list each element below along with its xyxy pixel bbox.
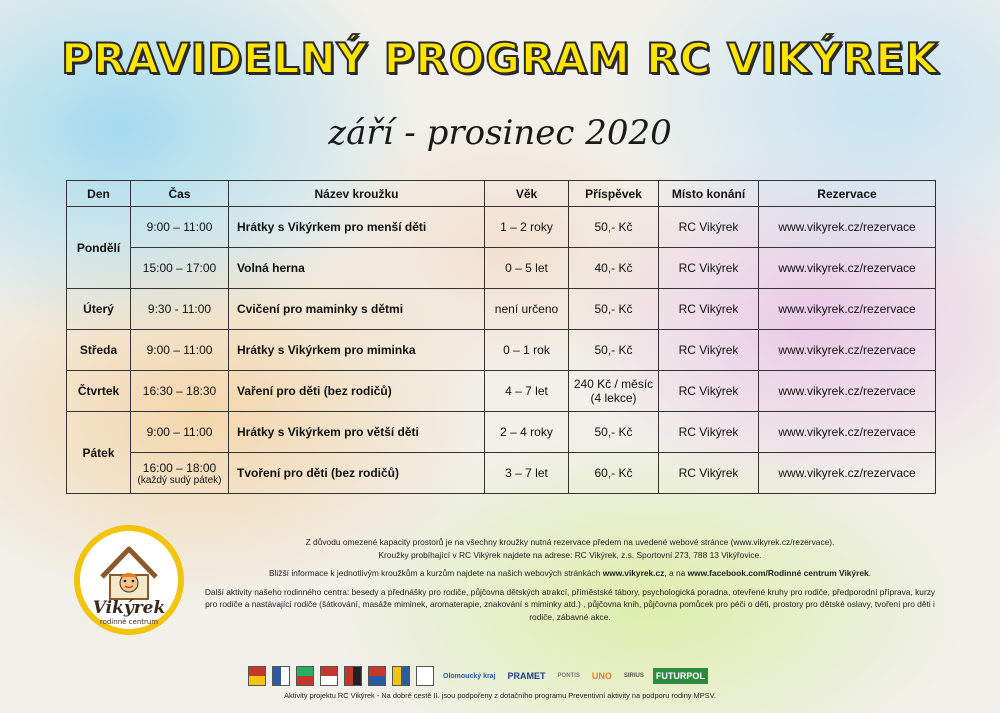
age-cell: 3 – 7 let <box>485 453 569 494</box>
table-row <box>67 248 936 289</box>
header-time: Čas <box>131 181 229 207</box>
name-cell: Hrátky s Vikýrkem pro menší děti <box>229 207 485 248</box>
day-cell: Čtvrtek <box>67 371 131 412</box>
day-cell: Středa <box>67 330 131 371</box>
coat-of-arms-icon <box>344 666 362 686</box>
partner-olomoucky-kraj: Olomoucký kraj <box>443 672 496 680</box>
partner-uno: UNO <box>591 671 612 681</box>
fee-cell: 50,- Kč <box>569 330 659 371</box>
vikyrek-logo <box>74 525 184 635</box>
info-reservation-note: Z důvodu omezené kapacity prostorů je na všechny kroužky nutná rezervace předem na uvedené webové stránce (www.vikyrek.cz/rezervace). <box>305 537 835 547</box>
age-cell: 1 – 2 roky <box>485 207 569 248</box>
header-place: Místo konání <box>659 181 759 207</box>
partner-pramet: PRAMET <box>507 671 546 681</box>
age-cell: 2 – 4 roky <box>485 412 569 453</box>
info-more-end: . <box>868 568 871 578</box>
table-row <box>67 207 936 248</box>
schedule-table <box>66 180 936 494</box>
place-cell: RC Vikýrek <box>659 371 759 412</box>
time-value: 16:00 – 18:00 <box>142 460 217 475</box>
time-cell <box>131 453 229 494</box>
header-name: Název kroužku <box>229 181 485 207</box>
table-row <box>67 453 936 494</box>
coat-of-arms-icon <box>296 666 314 686</box>
fee-cell <box>569 371 659 412</box>
website-link[interactable]: www.vikyrek.cz <box>602 568 665 578</box>
fee-cell: 50,- Kč <box>569 289 659 330</box>
partner-sirius: SIRIUS <box>623 673 644 679</box>
header-fee: Příspěvek <box>569 181 659 207</box>
table-row <box>67 289 936 330</box>
reservation-link[interactable]: www.vikyrek.cz/rezervace <box>759 453 936 494</box>
page-title: PRAVIDELNÝ PROGRAM RC VIKÝREK <box>61 34 939 83</box>
facebook-link[interactable]: www.facebook.com/Rodinné centrum Vikýrek <box>687 568 869 578</box>
fee-cell: 50,- Kč <box>569 207 659 248</box>
header-age: Věk <box>485 181 569 207</box>
day-cell: Pátek <box>67 412 131 494</box>
reservation-link[interactable]: www.vikyrek.cz/rezervace <box>759 207 936 248</box>
partner-pontis: PONTIS <box>557 673 580 679</box>
table-row <box>67 371 936 412</box>
reservation-link[interactable]: www.vikyrek.cz/rezervace <box>759 330 936 371</box>
place-cell: RC Vikýrek <box>659 248 759 289</box>
name-cell: Cvičení pro maminky s dětmi <box>229 289 485 330</box>
fee-value: 240 Kč / měsíc <box>573 377 654 391</box>
day-cell: Pondělí <box>67 207 131 289</box>
reservation-link[interactable]: www.vikyrek.cz/rezervace <box>759 371 936 412</box>
coat-of-arms-icon <box>272 666 290 686</box>
coat-of-arms-icon <box>392 666 410 686</box>
time-note: (každý sudý pátek) <box>137 474 222 486</box>
info-more <box>200 567 940 580</box>
logo-tagline: rodinné centrum <box>99 618 159 626</box>
partner-logos <box>248 665 708 687</box>
logo-name: Vikýrek <box>92 598 166 618</box>
name-cell: Tvoření pro děti (bez rodičů) <box>229 453 485 494</box>
age-cell: není určeno <box>485 289 569 330</box>
place-cell: RC Vikýrek <box>659 207 759 248</box>
info-address: Kroužky probíhající v RC Vikýrek najdete na adrese: RC Vikýrek, z.s. Sportovní 273, 788 13 Vikýřovice. <box>378 549 762 560</box>
info-block <box>200 536 940 623</box>
name-cell: Vaření pro děti (bez rodičů) <box>229 371 485 412</box>
fee-cell: 40,- Kč <box>569 248 659 289</box>
table-header-row <box>67 181 936 207</box>
coat-of-arms-icon <box>320 666 338 686</box>
place-cell: RC Vikýrek <box>659 289 759 330</box>
footer-note: Aktivity projektu RC Vikýrek - Na dobré cestě II. jsou podpořeny z dotačního programu Preventivní aktivity na podporu rodiny MPSV. <box>284 691 716 700</box>
partner-futurpol: FUTURPOL <box>653 668 708 684</box>
place-cell: RC Vikýrek <box>659 453 759 494</box>
age-cell: 0 – 1 rok <box>485 330 569 371</box>
reservation-link[interactable]: www.vikyrek.cz/rezervace <box>759 289 936 330</box>
fee-cell: 60,- Kč <box>569 453 659 494</box>
coat-of-arms-icon <box>248 666 266 686</box>
age-cell: 4 – 7 let <box>485 371 569 412</box>
name-cell: Hrátky s Vikýrkem pro miminka <box>229 330 485 371</box>
header-day: Den <box>67 181 131 207</box>
time-cell: 9:00 – 11:00 <box>131 412 229 453</box>
reservation-link[interactable]: www.vikyrek.cz/rezervace <box>759 248 936 289</box>
info-more-joiner: , a na <box>664 568 688 578</box>
fee-note: (4 lekce) <box>590 391 637 405</box>
fee-cell: 50,- Kč <box>569 412 659 453</box>
coat-of-arms-icon <box>368 666 386 686</box>
name-cell: Hrátky s Vikýrkem pro větší děti <box>229 412 485 453</box>
table-row <box>67 412 936 453</box>
time-cell: 15:00 – 17:00 <box>131 248 229 289</box>
day-cell: Úterý <box>67 289 131 330</box>
name-cell: Volná herna <box>229 248 485 289</box>
header-reservation: Rezervace <box>759 181 936 207</box>
page-subtitle: září - prosinec 2020 <box>328 113 672 153</box>
table-row <box>67 330 936 371</box>
time-cell: 16:30 – 18:30 <box>131 371 229 412</box>
place-cell: RC Vikýrek <box>659 412 759 453</box>
place-cell: RC Vikýrek <box>659 330 759 371</box>
time-cell: 9:00 – 11:00 <box>131 330 229 371</box>
info-more-text: Bližší informace k jednotlivým kroužkům a kurzům najdete na našich webových stránkách <box>268 568 603 578</box>
info-other-activities: Další aktivity našeho rodinného centra: besedy a přednášky pro rodiče, půjčovna dětských atrakcí, příměstské tábory, psychologická poradna, otevřené kruhy pro rodiče, předporodní příprava, kurzy pro rodiče a nastávající rodiče (šátkování, masáže miminek, aromaterapie, znakování s miminky atd.) , půjčovna knih, půjčovna pomůcek pro péči o děti, prostory pro dětské oslavy, tvoření pro děti i rodiče, zábavné akce. <box>204 586 936 622</box>
age-cell: 0 – 5 let <box>485 248 569 289</box>
time-cell: 9:00 – 11:00 <box>131 207 229 248</box>
mpsv-logo-icon <box>416 666 434 686</box>
reservation-link[interactable]: www.vikyrek.cz/rezervace <box>759 412 936 453</box>
time-cell: 9:30 - 11:00 <box>131 289 229 330</box>
